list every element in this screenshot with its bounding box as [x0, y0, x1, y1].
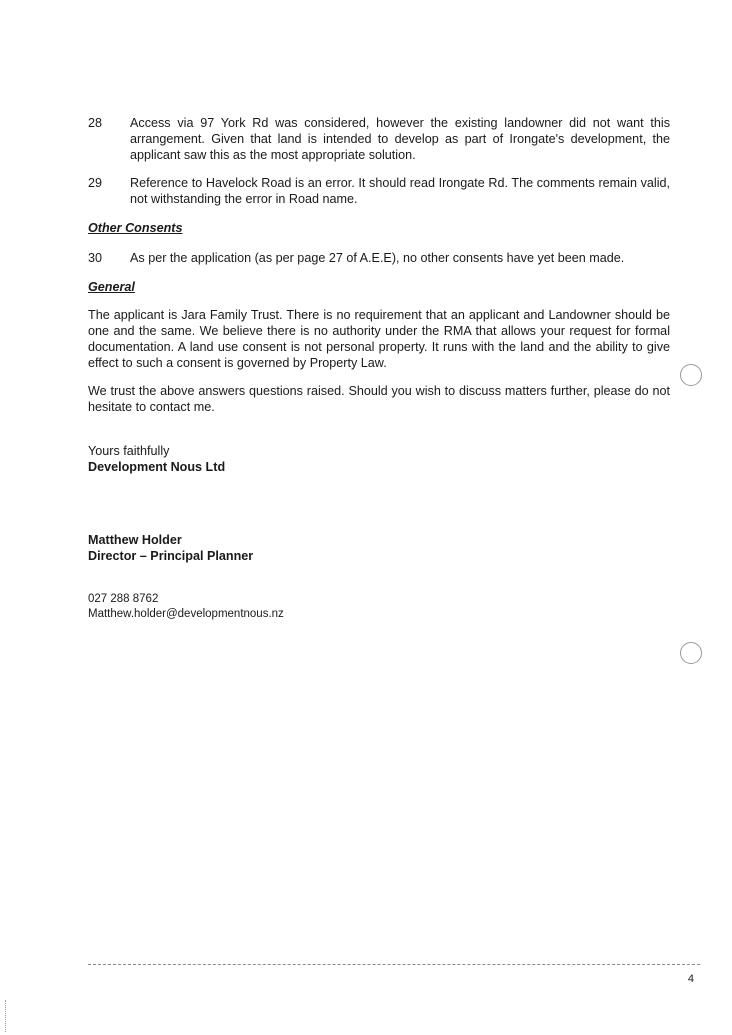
numbered-paragraph-28 [88, 115, 670, 163]
signatory-title: Director – Principal Planner [88, 549, 254, 563]
scan-edge-mark [5, 1000, 7, 1032]
numbered-paragraph-29 [88, 175, 670, 207]
paragraph-number: 30 [88, 251, 103, 265]
general-paragraph: The applicant is Jara Family Trust. There is no requirement that an applicant and Landowner should be one and the same. We believe there is no authority under the RMA that allows your request for formal documentation. A land use consent is not personal property. It runs with the land and the ability to give effect to such a consent is governed by Property Law. [88, 308, 670, 370]
email-address: Matthew.holder@developmentnous.nz [88, 608, 284, 620]
paragraph-text: Access via 97 York Rd was considered, however the existing landowner did not want this arrangement. Given that land is intended to develop as part of Irongate's development, the applicant saw this as the most appropriate solution. [130, 116, 670, 162]
numbered-paragraph-30 [88, 250, 670, 266]
footer-divider [88, 964, 700, 965]
heading-general: General [88, 280, 135, 294]
paragraph-number: 28 [88, 116, 103, 130]
company-name: Development Nous Ltd [88, 460, 226, 474]
contact-block [88, 592, 284, 622]
paragraph-number: 29 [88, 176, 103, 190]
signatory-block [88, 532, 488, 564]
punch-hole-mark [680, 364, 702, 386]
closing-paragraph: We trust the above answers questions raised. Should you wish to discuss matters further, please do not hesitate to contact me. [88, 384, 670, 414]
heading-other-consents: Other Consents [88, 221, 183, 235]
salutation-block [88, 443, 488, 475]
page-number: 4 [687, 973, 694, 985]
salutation: Yours faithfully [88, 444, 170, 458]
punch-hole-mark [680, 642, 702, 664]
paragraph-text: As per the application (as per page 27 of A.E.E), no other consents have yet been made. [130, 251, 625, 265]
signatory-name: Matthew Holder [88, 533, 182, 547]
phone-number: 027 288 8762 [88, 593, 159, 605]
paragraph-text: Reference to Havelock Road is an error. It should read Irongate Rd. The comments remain valid, not withstanding the error in Road name. [130, 176, 670, 206]
